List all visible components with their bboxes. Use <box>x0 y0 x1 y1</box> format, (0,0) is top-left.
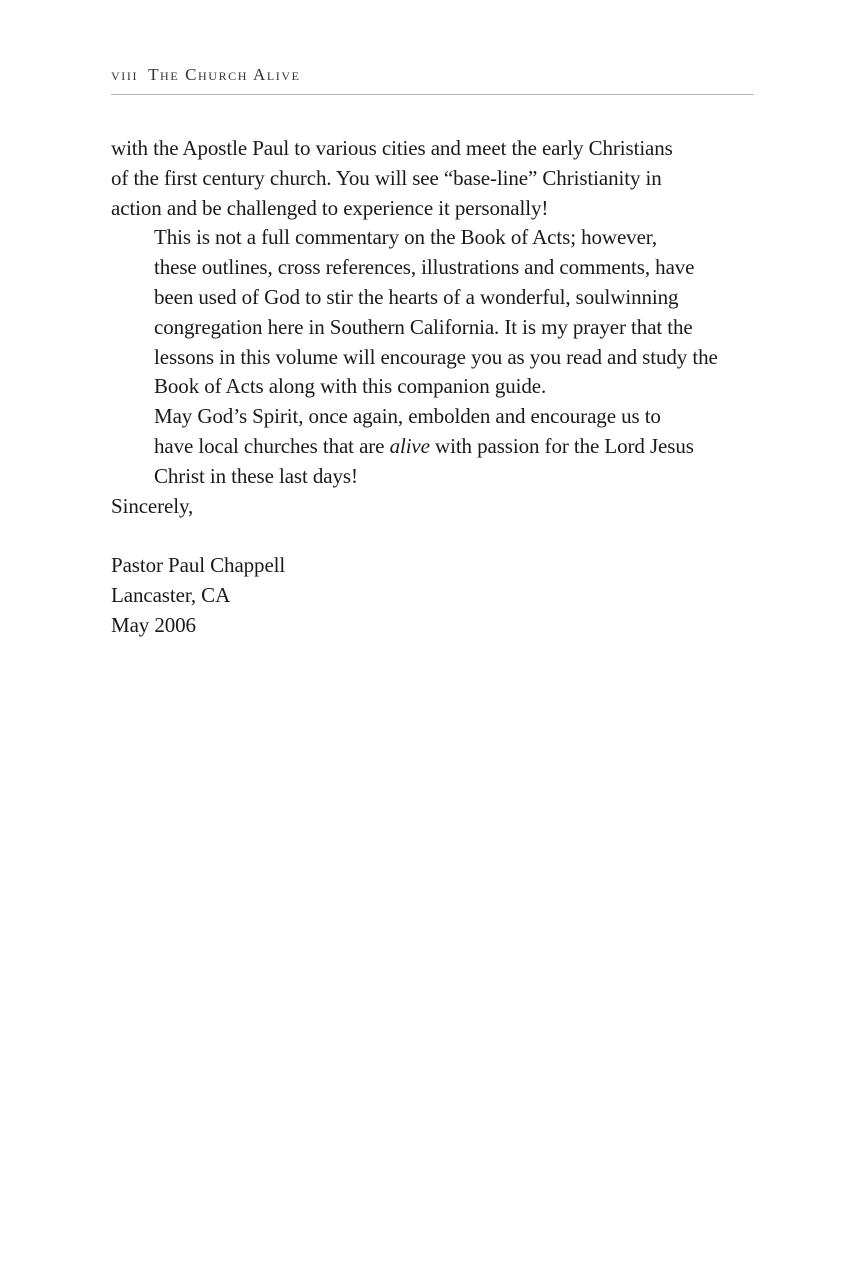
text-line-with-emphasis <box>111 432 746 462</box>
text-segment: have local churches that are <box>154 433 390 458</box>
paragraph-prayer <box>111 402 746 491</box>
running-title: The Church Alive <box>148 65 301 84</box>
text-line: with the Apostle Paul to various cities and meet the early Christians <box>111 136 673 160</box>
page-number: viii <box>111 65 139 84</box>
text-line: congregation here in Southern California. It is my prayer that the <box>154 314 693 339</box>
text-line: May God’s Spirit, once again, embolden and encourage us to <box>154 404 661 429</box>
text-line: Christ in these last days! <box>154 463 358 488</box>
text-segment: with passion for the Lord Jesus <box>429 433 694 458</box>
signature-block <box>111 551 746 640</box>
signature-date: May 2006 <box>111 612 196 637</box>
text-line: Book of Acts along with this companion guide. <box>154 374 547 399</box>
text-line: these outlines, cross references, illustrations and comments, have <box>154 255 695 280</box>
text-line: lessons in this volume will encourage you as you read and study the <box>154 344 718 369</box>
emphasis-alive: alive <box>389 433 430 458</box>
text-line: been used of God to stir the hearts of a wonderful, soulwinning <box>154 284 679 309</box>
paragraph-commentary <box>111 223 746 402</box>
signature-location: Lancaster, CA <box>111 583 231 608</box>
running-head <box>111 64 754 95</box>
letter-body <box>111 134 746 641</box>
signature-name: Pastor Paul Chappell <box>111 553 286 578</box>
text-line: action and be challenged to experience it personally! <box>111 195 549 220</box>
text-line: This is not a full commentary on the Book of Acts; however, <box>154 225 658 250</box>
paragraph-continuation <box>111 134 746 223</box>
text-line: of the first century church. You will see “base-line” Christianity in <box>111 165 662 190</box>
closing: Sincerely, <box>111 493 194 518</box>
